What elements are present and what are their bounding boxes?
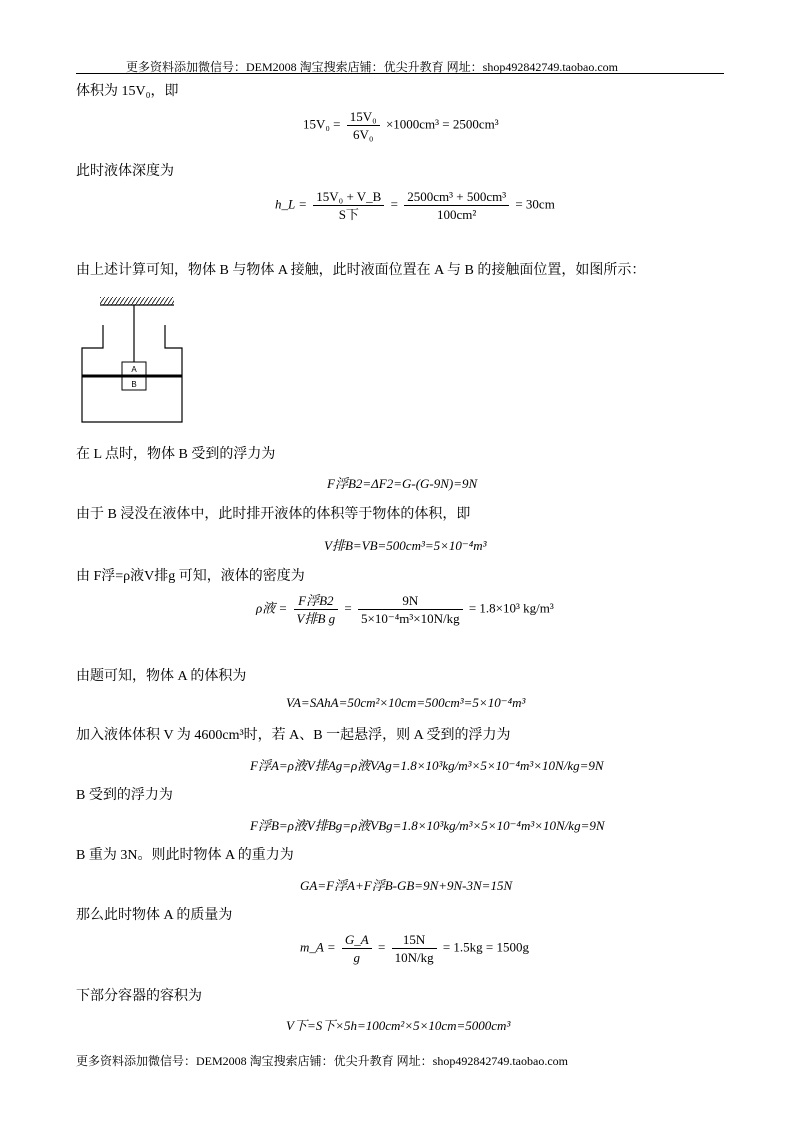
page-header: 更多资料添加微信号：DEM2008 淘宝搜索店铺：优尖升教育 网址：shop492842749.taobao.com (126, 60, 618, 74)
eq5-equals: = (344, 600, 352, 616)
eq10-den-2: 10N/kg (394, 950, 434, 965)
page-footer: 更多资料添加微信号：DEM2008 淘宝搜索店铺：优尖升教育 网址：shop492842749.taobao.com (76, 1054, 568, 1068)
eq2-fraction-1 (313, 188, 384, 223)
equation-2 (275, 188, 555, 223)
eq5-num-1: F浮B2 (294, 592, 339, 610)
text-line-8: 加入液体体积 V 为 4600cm³时，若 A、B 一起悬浮，则 A 受到的浮力为 (76, 728, 511, 743)
equation-5 (256, 592, 554, 627)
text-line-4: 在 L 点时，物体 B 受到的浮力为 (76, 447, 276, 462)
label-b: B (131, 380, 137, 389)
eq10-num-1: G_A (342, 931, 372, 949)
equation-3: F浮B2=ΔF2=G-(G-9N)=9N (327, 476, 478, 491)
eq10-rhs: = 1.5kg = 1500g (442, 939, 529, 955)
eq10-fraction-1 (342, 931, 372, 966)
header-rule (76, 73, 724, 74)
eq10-den-1: g (353, 950, 361, 965)
eq2-rhs: = 30cm (515, 196, 555, 212)
text-line-10: B 重为 3N。则此时物体 A 的重力为 (76, 848, 294, 863)
eq2-den-1: S下 (338, 207, 359, 222)
eq5-num-2: 9N (358, 592, 463, 610)
eq10-equals: = (377, 939, 386, 955)
text-line-11: 那么此时物体 A 的质量为 (76, 908, 233, 923)
equation-6: VA=SAhA=50cm²×10cm=500cm³=5×10⁻⁴m³ (286, 695, 526, 710)
eq1-num: 15V₀ (347, 108, 380, 126)
text-line-3: 由上述计算可知，物体 B 与物体 A 接触，此时液面位置在 A 与 B 的接触面位置，如图所示： (76, 263, 646, 278)
equation-10 (300, 931, 529, 966)
eq1-lhs: 15V₀ = (303, 116, 341, 132)
eq10-num-2: 15N (392, 931, 437, 949)
text-line-9: B 受到的浮力为 (76, 788, 173, 803)
equation-9: GA=F浮A+F浮B-GB=9N+9N-3N=15N (300, 878, 513, 893)
eq5-lhs: ρ液 = (256, 600, 288, 616)
equation-1 (303, 108, 499, 143)
eq5-rhs: = 1.8×10³ kg/m³ (468, 600, 554, 616)
equation-4: V排B=VB=500cm³=5×10⁻⁴m³ (324, 538, 487, 553)
text-line-12: 下部分容器的容积为 (76, 989, 202, 1004)
eq2-num-2: 2500cm³ + 500cm³ (404, 188, 509, 206)
ceiling-hatch (100, 297, 174, 305)
eq5-fraction-1 (294, 592, 339, 627)
equation-7: F浮A=ρ液V排Ag=ρ液VAg=1.8×10³kg/m³×5×10⁻⁴m³×10N/kg=9N (250, 758, 604, 773)
text-line-1: 体积为 15V₀，即 (76, 84, 179, 99)
eq10-lhs: m_A = (300, 939, 336, 955)
eq2-den-2: 100cm² (437, 207, 477, 222)
eq1-rhs: ×1000cm³ = 2500cm³ (385, 116, 499, 132)
eq2-num-1: 15V₀ + V_B (313, 188, 384, 206)
text-line-7: 由题可知，物体 A 的体积为 (76, 669, 247, 684)
eq2-fraction-2 (404, 188, 509, 223)
text-line-5: 由于 B 浸没在液体中，此时排开液体的体积等于物体的体积，即 (76, 507, 471, 522)
equation-11: V下=S下×5h=100cm²×5×10cm=5000cm³ (286, 1018, 511, 1033)
eq2-equals: = (390, 196, 398, 212)
eq1-den: 6V₀ (353, 127, 374, 142)
text-line-2: 此时液体深度为 (76, 164, 174, 179)
label-a: A (131, 365, 137, 374)
eq5-den-1: V排B g (296, 611, 336, 626)
eq2-lhs: h_L = (275, 196, 308, 212)
equation-8: F浮B=ρ液V排Bg=ρ液VBg=1.8×10³kg/m³×5×10⁻⁴m³×10N/kg=9N (250, 818, 605, 833)
container-figure (76, 292, 188, 424)
eq1-fraction (347, 108, 380, 143)
eq10-fraction-2 (392, 931, 437, 966)
text-line-6: 由 F浮=ρ液V排g 可知，液体的密度为 (76, 569, 305, 584)
eq5-fraction-2 (358, 592, 463, 627)
eq5-den-2: 5×10⁻⁴m³×10N/kg (361, 611, 460, 626)
